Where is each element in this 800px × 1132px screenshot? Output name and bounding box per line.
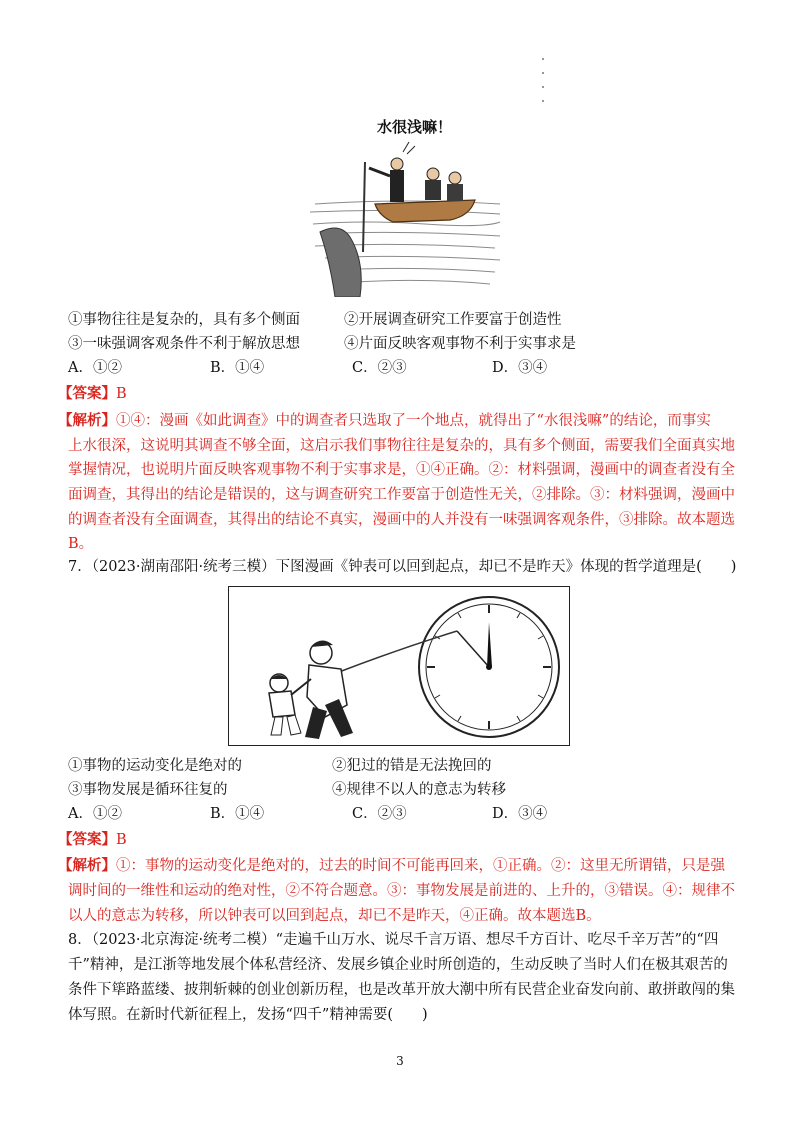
q7-choice-c: C．②③ <box>352 806 407 822</box>
q6-option-1: ①事物往往是复杂的，具有多个侧面 <box>68 312 300 328</box>
q6-analysis-label: 【解析】 <box>58 412 116 429</box>
cartoon-clock <box>228 586 570 746</box>
cartoon-drawing <box>305 112 505 297</box>
q6-answer-value: B <box>116 386 127 402</box>
q7-analysis-label: 【解析】 <box>58 857 116 874</box>
q7-choice-d: D．③④ <box>492 806 548 822</box>
decorative-dots <box>542 58 546 114</box>
clock-drawing <box>229 587 569 745</box>
q8-stem-line-3: 条件下筚路蓝缕、披荆斩棘的创业创新历程，也是改革开放大潮中所有民营企业奋发向前、敢拼敢闯的集 <box>68 982 735 998</box>
q7-option-4: ④规律不以人的意志为转移 <box>332 782 506 798</box>
cartoon-caption: 水很浅嘛！ <box>377 118 453 136</box>
q7-answer-value: B <box>116 832 127 848</box>
q7-analysis-line-3: 以人的意志为转移，所以钟表可以回到起点，却已不是昨天，④正确。故本题选B。 <box>68 908 601 924</box>
q7-analysis-line-1: 【解析】①：事物的运动变化是绝对的，过去的时间不可能再回来，①正确。②：这里无所谓错，只是强 <box>58 857 725 874</box>
q6-option-3: ③一味强调客观条件不利于解放思想 <box>68 336 300 352</box>
q6-option-2: ②开展调查研究工作要富于创造性 <box>344 312 562 328</box>
q8-stem-line-2: 千”精神，是江浙等地发展个体私营经济、发展乡镇企业时所创造的，生动反映了当时人们在极其艰苦的 <box>68 957 728 973</box>
cartoon-shallow-water <box>305 112 505 297</box>
q7-answer <box>58 830 127 850</box>
q7-analysis-line-2: 调时间的一维性和运动的绝对性，②不符合题意。③：事物发展是前进的、上升的，③错误。④：规律不 <box>68 883 735 899</box>
q6-choice-d: D．③④ <box>492 360 548 376</box>
q8-stem-line-4: 体写照。在新时代新征程上，发扬“四千”精神需要( ) <box>68 1007 428 1023</box>
q7-choice-a: A．①② <box>68 806 122 822</box>
q7-answer-label: 【答案】 <box>58 831 116 848</box>
q6-analysis-line-5: 的调查者没有全面调查，其得出的结论不真实，漫画中的人并没有一味强调客观条件，③排除。故本题选 <box>68 512 735 528</box>
q6-answer <box>58 384 127 404</box>
q6-choice-a: A．①② <box>68 360 122 376</box>
q6-analysis-line-4: 面调查，其得出的结论是错误的，这与调查研究工作要富于创造性无关，②排除。③：材料强调，漫画中 <box>68 487 735 503</box>
q6-analysis-line-2: 上水很深，这说明其调查不够全面，这启示我们事物往往是复杂的，具有多个侧面，需要我们全面真实地 <box>68 438 735 454</box>
q7-option-1: ①事物的运动变化是绝对的 <box>68 758 242 774</box>
q7-option-3: ③事物发展是循环往复的 <box>68 782 228 798</box>
page-number: 3 <box>396 1054 404 1068</box>
q7-option-2: ②犯过的错是无法挽回的 <box>332 758 492 774</box>
q8-stem-line-1: 8．（2023·北京海淀·统考二模）“走遍千山万水、说尽千言万语、想尽千方百计、吃尽千辛万苦”的“四 <box>68 932 719 948</box>
q6-analysis-line-1: 【解析】①④：漫画《如此调查》中的调查者只选取了一个地点，就得出了“水很浅嘛”的结论，而事实 <box>58 412 711 429</box>
q6-choice-b: B．①④ <box>210 360 265 376</box>
q7-stem: 7．（2023·湖南邵阳·统考三模）下图漫画《钟表可以回到起点，却已不是昨天》体现的哲学道理是( ) <box>68 559 737 575</box>
q6-answer-label: 【答案】 <box>58 385 116 402</box>
q6-choice-c: C．②③ <box>352 360 407 376</box>
q7-choice-b: B．①④ <box>210 806 265 822</box>
q6-option-4: ④片面反映客观事物不利于实事求是 <box>344 336 576 352</box>
q6-analysis-line-6: B。 <box>68 536 94 552</box>
q6-analysis-line-3: 掌握情况，也说明片面反映客观事物不利于实事求是，①④正确。②：材料强调，漫画中的调查者没有全 <box>68 462 735 478</box>
